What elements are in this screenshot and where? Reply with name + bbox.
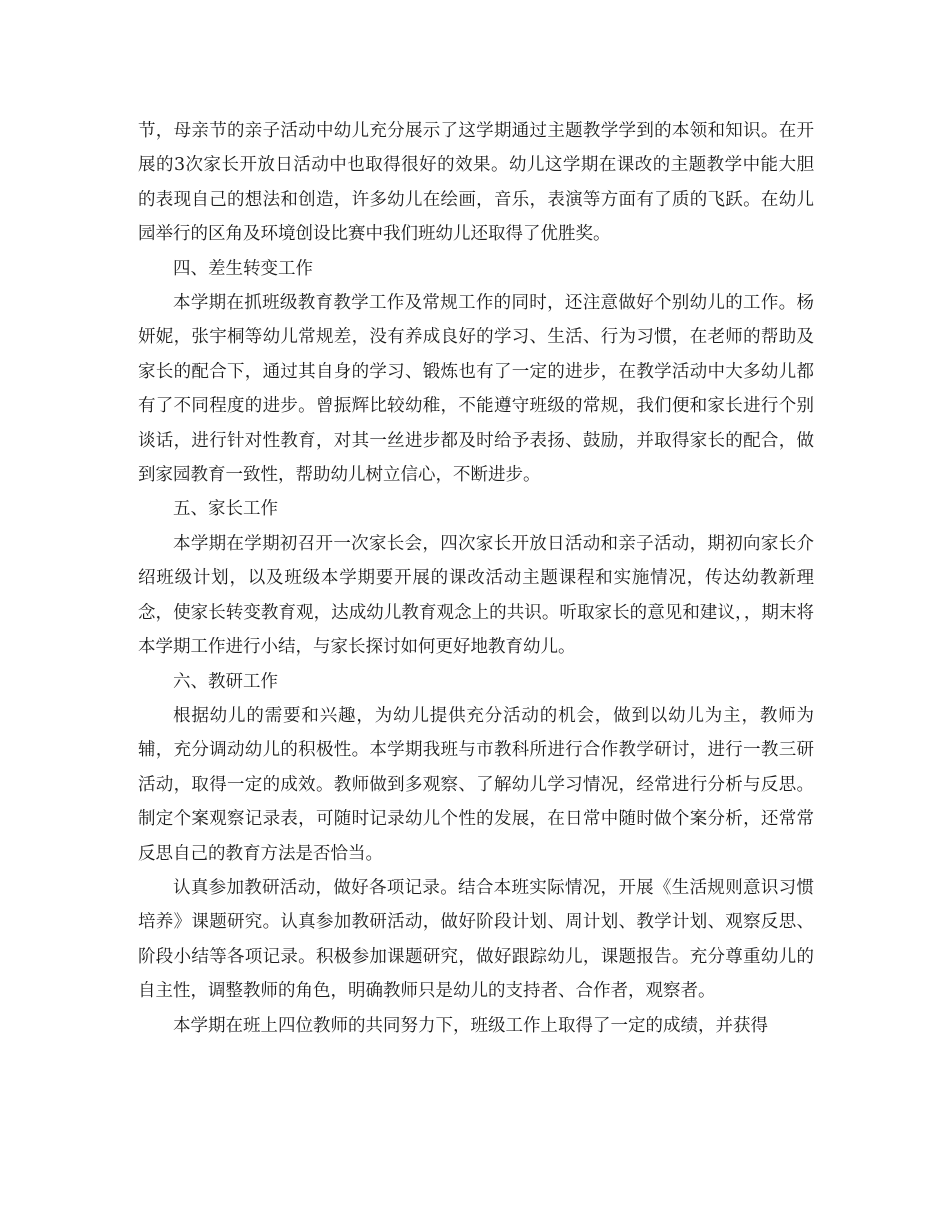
paragraph-teaching-research: 根据幼儿的需要和兴趣，为幼儿提供充分活动的机会，做到以幼儿为主，教师为辅，充分调动幼儿的积极性。本学期我班与市教科所进行合作教学研讨，进行一教三研活动，取得一定的成效。教师做到多观察、了解幼儿学习情况，经常进行分析与反思。制定个案观察记录表，可随时记录幼儿个性的发展，在日常中随时做个案分析，还常常反思自己的教育方法是否恰当。 (138, 705, 814, 864)
section-heading-4: 四、差生转变工作 (173, 258, 313, 279)
paragraph-parent-work: 本学期在学期初召开一次家长会，四次家长开放日活动和亲子活动，期初向家长介绍班级计划，以及班级本学期要开展的课改活动主题课程和实施情况，传达幼教新理念，使家长转变教育观，达成幼儿教育观念上的共识。听取家长的意见和建议，，期末将本学期工作进行小结，与家长探讨如何更好地教育幼儿。 (138, 533, 814, 658)
document-body (138, 114, 814, 1043)
paragraph-closing: 本学期在班上四位教师的共同努力下，班级工作上取得了一定的成绩，并获得 (173, 1015, 768, 1036)
paragraph-research-records: 认真参加教研活动，做好各项记录。结合本班实际情况，开展《生活规则意识习惯培养》课题研究。认真参加教研活动，做好阶段计划、周计划、教学计划、观察反思、阶段小结等各项记录。积极参加课题研究，做好跟踪幼儿，课题报告。充分尊重幼儿的自主性，调整教师的角色，明确教师只是幼儿的支持者、合作者，观察者。 (138, 877, 814, 1002)
paragraph-continuation: 节，母亲节的亲子活动中幼儿充分展示了这学期通过主题教学学到的本领和知识。在开展的3次家长开放日活动中也取得很好的效果。幼儿这学期在课改的主题教学中能大胆的表现自己的想法和创造，许多幼儿在绘画，音乐，表演等方面有了质的飞跃。在幼儿园举行的区角及环境创设比赛中我们班幼儿还取得了优胜奖。 (138, 121, 814, 245)
paragraph-student-improvement: 本学期在抓班级教育教学工作及常规工作的同时，还注意做好个别幼儿的工作。杨妍妮，张宇桐等幼儿常规差，没有养成良好的学习、生活、行为习惯，在老师的帮助及家长的配合下，通过其自身的学习、锻炼也有了一定的进步，在教学活动中大多幼儿都有了不同程度的进步。曾振辉比较幼稚，不能遵守班级的常规，我们便和家长进行个别谈话，进行针对性教育，对其一丝进步都及时给予表扬、鼓励，并取得家长的配合，做到家园教育一致性，帮助幼儿树立信心，不断进步。 (138, 293, 814, 486)
section-heading-6: 六、教研工作 (173, 671, 278, 692)
section-heading-5: 五、家长工作 (173, 499, 278, 520)
